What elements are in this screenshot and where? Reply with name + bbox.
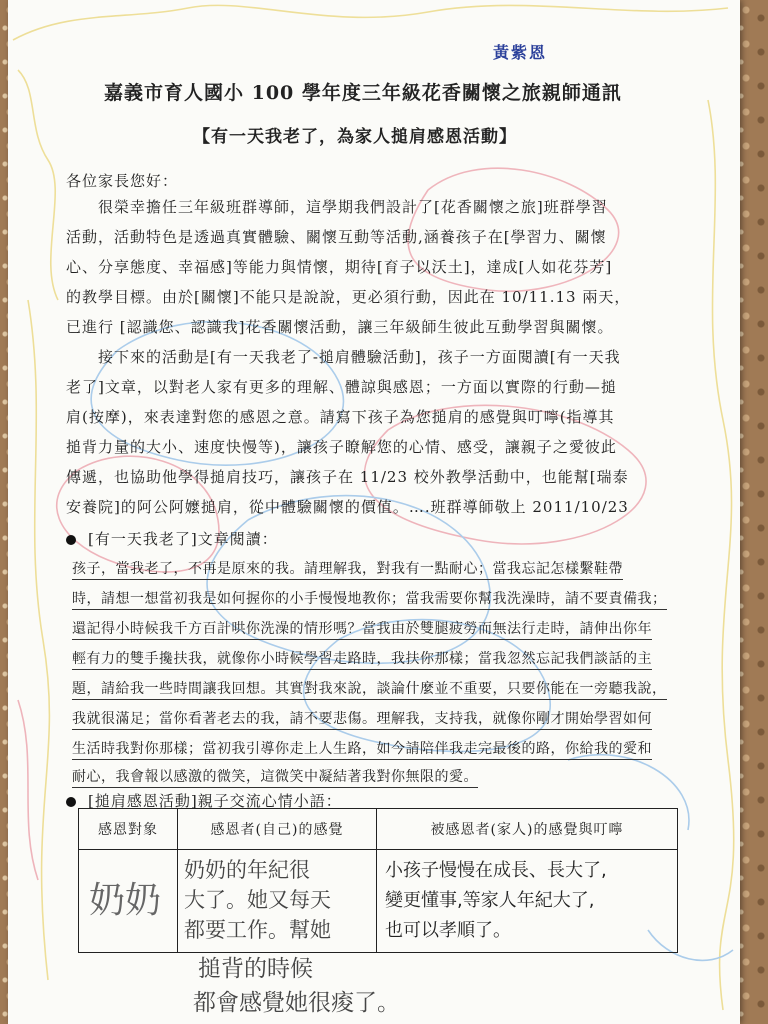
section-heading-article <box>66 528 278 549</box>
feelings-table <box>78 808 678 953</box>
handwriting-line: 變更懂事,等家人年紀大了, <box>385 890 595 911</box>
article-line: 輕有力的雙手攙扶我，就像你小時候學習走路時，我扶你那樣；當我忽然忘記我們談話的主 <box>72 648 652 670</box>
section-heading-text: [搥肩感恩活動]親子交流心情小語： <box>88 792 342 810</box>
table-header: 感恩對象 <box>79 809 178 850</box>
article-line: 我就很滿足；當你看著老去的我，請不要悲傷。理解我，支持我，就像你剛才開始學習如何 <box>72 708 652 730</box>
table-cell-self-feeling <box>178 850 377 953</box>
greeting: 各位家長您好： <box>66 172 179 190</box>
handwriting-line: 奶奶的年紀很 <box>184 858 310 882</box>
table-header: 被感恩者(家人)的感覺與叮嚀 <box>377 809 678 850</box>
section-heading-text: [有一天我老了]文章閱讀： <box>88 530 278 548</box>
bullet-icon <box>66 535 76 545</box>
article-line: 耐心，我會報以感激的微笑，這微笑中凝結著我對你無限的愛。 <box>72 766 478 788</box>
handwriting-line: 都要工作。幫她 <box>184 918 331 942</box>
paragraph-line: 已進行 [認識您、認識我]花香關懷活動，讓三年級師生彼此互動學習與關懷。 <box>66 318 614 336</box>
handwriting-overflow: 搥背的時候 <box>198 956 313 982</box>
handwriting-line: 也可以孝順了。 <box>385 920 511 941</box>
article-line: 孩子，當我老了，不再是原來的我。請理解我，對我有一點耐心；當我忘記怎樣繫鞋帶 <box>72 558 623 580</box>
paragraph-line: 很榮幸擔任三年級班群導師，這學期我們設計了[花香關懷之旅]班群學習 <box>66 198 608 216</box>
article-line: 還記得小時候我千方百計哄你洗澡的情形嗎？當我由於雙腿疲勞而無法行走時，請伸出你年 <box>72 618 652 640</box>
handwriting-overflow: 都會感覺她很痠了。 <box>193 990 400 1016</box>
paragraph-line: 傳遞，也協助他學得搥肩技巧，讓孩子在 11/23 校外教學活動中，也能幫[瑞泰 <box>66 468 629 486</box>
paragraph-line: 接下來的活動是[有一天我老了-搥肩體驗活動]，孩子一方面閱讀[有一天我 <box>66 348 621 366</box>
article-line: 時，請想一想當初我是如何握你的小手慢慢地教你；當我需要你幫我洗澡時，請不要責備我； <box>72 588 667 610</box>
paragraph-line: 搥背力量的大小、速度快慢等)，讓孩子瞭解您的心情、感受，讓親子之愛彼此 <box>66 438 617 456</box>
article-line: 題，請給我一些時間讓我回想。其實對我來說，談論什麼並不重要，只要你能在一旁聽我說， <box>72 678 667 700</box>
paragraph-line: 的教學目標。由於[關懷]不能只是說說，更必須行動，因此在 10/11.13 兩天， <box>66 288 631 306</box>
notice-paper <box>8 0 740 1024</box>
page-subtitle: 【有一天我老了，為家人搥肩感恩活動】 <box>193 127 517 147</box>
paragraph-line: 老了]文章，以對老人家有更多的理解、體諒與感恩；一方面以實際的行動—搥 <box>66 378 617 396</box>
table-cell-family-feeling <box>377 850 678 953</box>
handwriting-target: 奶奶 <box>89 880 162 921</box>
handwriting-line: 小孩子慢慢在成長、長大了, <box>385 860 607 881</box>
article-line: 生活時我對你那樣；當初我引導你走上人生路，如今請陪伴我走完最後的路，你給我的愛和 <box>72 738 652 760</box>
page-title: 嘉義市育人國小 100 學年度三年級花香關懷之旅親師通訊 <box>104 82 622 104</box>
handwriting-line: 大了。她又每天 <box>184 888 331 912</box>
table-header: 感恩者(自己)的感覺 <box>178 809 377 850</box>
paragraph-line: 活動，活動特色是透過真實體驗、關懷互動等活動,涵養孩子在[學習力、關懷 <box>66 228 607 246</box>
paragraph-line: 心、分享態度、幸福感]等能力與情懷，期待[育子以沃土]，達成[人如花芬芳] <box>66 258 613 276</box>
table-cell-target <box>79 850 178 953</box>
bullet-icon <box>66 797 76 807</box>
paragraph-line: 肩(按摩)，來表達對您的感恩之意。請寫下孩子為您搥肩的感覺與叮嚀(指導其 <box>66 408 615 426</box>
student-signature: 黃紫恩 <box>493 43 548 62</box>
paragraph-line: 安養院]的阿公阿嬤搥肩，從中體驗關懷的價值。….班群導師敬上 2011/10/23 <box>66 498 629 516</box>
